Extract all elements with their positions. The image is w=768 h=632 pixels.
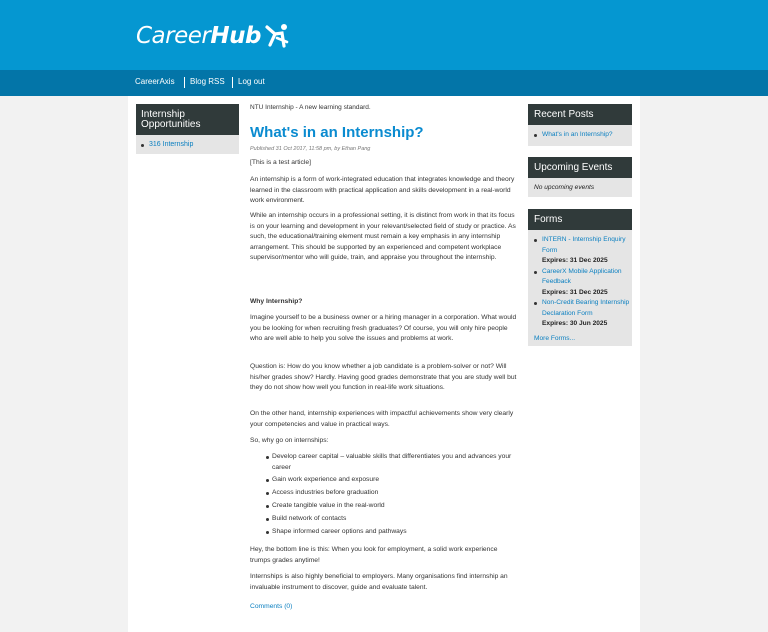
panel-title: Forms	[528, 209, 632, 230]
nav-separator	[232, 77, 233, 88]
article-paragraph: Internships is also highly beneficial to employers. Many organisations find internship an invaluable instrument to discover, guide and evaluate talent.	[250, 573, 508, 591]
article-paragraph: Question is: How do you know whether a job candidate is a problem-solver or not? Will his/her grades show? Hardly. Having good grades demonstrate that you are study well but they do not show how well you function in real-life work situations.	[250, 363, 517, 391]
nav-separator	[184, 77, 185, 88]
list-item: Build network of contacts	[272, 514, 512, 527]
form-expiry: Expires: 30 Jun 2025	[542, 320, 608, 327]
section-heading: Why Internship?	[250, 298, 303, 305]
article-paragraph: On the other hand, internship experiences with impactful achievements show very clearly your competencies and value in practical ways.	[250, 410, 514, 428]
panel-title: Upcoming Events	[528, 157, 632, 178]
form-item	[542, 298, 632, 330]
upcoming-events-panel	[528, 157, 632, 197]
list-item: Gain work experience and exposure	[272, 475, 512, 488]
form-expiry: Expires: 31 Dec 2025	[542, 257, 608, 264]
article-paragraph: Imagine yourself to be a business owner or a hiring manager in a corporation. What would you be looking for when recruiting fresh graduates? Of course, you will only hire people who are well able to help you solve the issues and problems at work.	[250, 314, 517, 342]
comments-link[interactable]: Comments (0)	[250, 603, 293, 610]
article-paragraph: While an internship occurs in a professional setting, it is distinct from work in that its focus is on your learning and development in your relevant/selected field of study or practice. As such, the educational/training element must remain a key emphasis in any internship arrangement. This should be supported by an experienced and competent workplace supervisor/mentor who will guide, train, and appraise you throughout the internship.	[250, 212, 516, 261]
logo-figure-icon	[264, 23, 290, 49]
article-title[interactable]: What's in an Internship?	[250, 124, 424, 141]
article-paragraph: [This is a test article]	[250, 159, 311, 166]
panel-title: Internship Opportunities	[136, 104, 239, 135]
careerhub-logo[interactable]	[136, 18, 290, 54]
nav-blog-rss[interactable]: Blog RSS	[190, 77, 225, 86]
recent-posts-panel	[528, 104, 632, 146]
form-item	[542, 235, 632, 267]
form-link[interactable]: Non-Credit Bearing Internship Declaration Form	[542, 299, 630, 317]
logo-hub-text: Hub	[210, 23, 261, 49]
header	[0, 0, 768, 70]
list-item: Shape informed career options and pathways	[272, 527, 512, 540]
form-link[interactable]: INTERN - Internship Enquiry Form	[542, 236, 626, 254]
nav-careeraxis[interactable]: CareerAxis	[135, 77, 175, 86]
internship-opportunities-panel	[136, 104, 239, 154]
list-item: Develop career capital – valuable skills that differentiates you and advances your career	[272, 452, 512, 475]
bullet-list	[272, 452, 512, 540]
form-expiry: Expires: 31 Dec 2025	[542, 288, 608, 296]
article-meta: Published 31 Oct 2017, 11:58 pm, by Ethan Pang	[250, 146, 371, 152]
article-paragraph: So, why go on internships:	[250, 437, 329, 444]
form-link[interactable]: CareerX Mobile Application Feedback	[542, 267, 622, 285]
panel-title: Recent Posts	[528, 104, 632, 125]
forms-panel	[528, 209, 632, 346]
list-item: Create tangible value in the real-world	[272, 501, 512, 514]
top-nav	[0, 70, 768, 96]
logo-career-text: Career	[136, 23, 211, 49]
blog-tagline: NTU Internship - A new learning standard.	[250, 104, 371, 111]
form-item	[542, 267, 632, 299]
list-item: Access industries before graduation	[272, 488, 512, 501]
nav-log-out[interactable]: Log out	[238, 77, 265, 86]
more-forms-link[interactable]: More Forms...	[534, 334, 576, 342]
sidebar-item-316-internship[interactable]: 316 Internship	[149, 141, 239, 148]
article-paragraph: Hey, the bottom line is this: When you look for employment, a solid work experience trumps grades anytime!	[250, 546, 498, 564]
recent-post-link[interactable]: What's in an Internship?	[542, 130, 632, 141]
article-paragraph: An internship is a form of work-integrated education that integrates knowledge and theory learned in the classroom with practical application and skills development in a real-world work environment.	[250, 176, 515, 204]
no-events-text: No upcoming events	[534, 184, 595, 191]
